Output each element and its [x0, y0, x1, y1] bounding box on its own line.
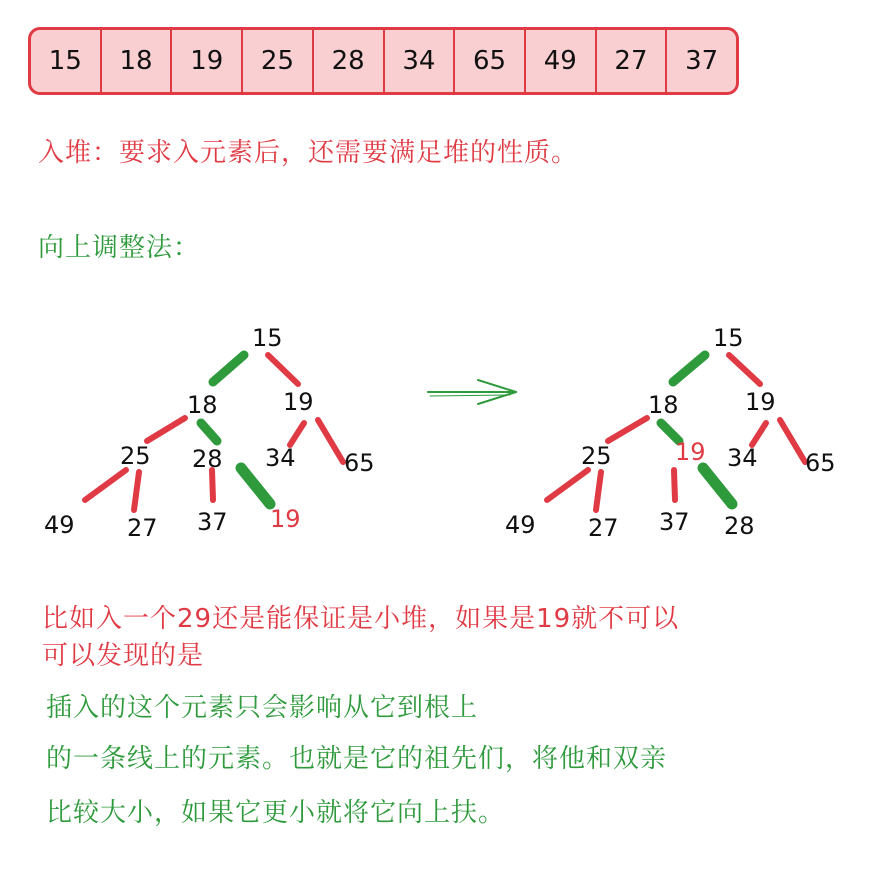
tree-node: 49: [44, 511, 75, 539]
tree-node: 49: [505, 511, 536, 539]
array-cell: 65: [455, 30, 526, 92]
array-cell: 15: [31, 30, 102, 92]
tree-node: 28: [724, 512, 755, 540]
edge-19-28: [703, 468, 732, 504]
tree-node: 65: [805, 449, 836, 477]
tree-node: 25: [581, 442, 612, 470]
edge-18-25: [608, 418, 647, 441]
tree-node: 15: [713, 324, 744, 352]
edge-15-19: [268, 355, 298, 384]
note-green-2: 的一条线上的元素。也就是它的祖先们，将他和双亲: [46, 744, 668, 774]
tree-node: 37: [659, 508, 690, 536]
note-green-3: 比较大小，如果它更小就将它向上扶。: [46, 798, 506, 828]
array-cell: 18: [102, 30, 173, 92]
array-cell: 28: [314, 30, 385, 92]
edge-18-25: [147, 418, 185, 441]
edge-19-65: [318, 420, 343, 462]
edge-15-18: [213, 355, 244, 382]
tree-node: 34: [727, 444, 758, 472]
tree-node: 27: [588, 514, 619, 542]
array-cell: 37: [685, 46, 719, 76]
tree-node-inserted: 19: [270, 505, 301, 533]
array-cell: 34: [385, 30, 456, 92]
note-green-1: 插入的这个元素只会影响从它到根上: [46, 693, 479, 723]
tree-node: 37: [197, 508, 228, 536]
tree-node: 18: [648, 391, 679, 419]
tree-node: 25: [120, 442, 151, 470]
edge-18-28: [201, 423, 217, 441]
edge-19-34: [290, 423, 304, 445]
note-red-2: 可以发现的是: [42, 641, 205, 671]
tree-node: 65: [344, 449, 375, 477]
tree-node: 19: [745, 388, 776, 416]
note-red-1: 比如入一个29还是能保证是小堆，如果是19就不可以: [42, 604, 680, 634]
edge-28-19: [241, 468, 270, 504]
tree-node: 18: [187, 391, 218, 419]
tree-node: 34: [265, 444, 296, 472]
edge-15-19: [729, 355, 760, 384]
edge-25-49: [547, 470, 588, 500]
tree-node: 27: [127, 514, 158, 542]
edge-25-49: [85, 470, 126, 500]
array-cell: 27: [597, 30, 668, 92]
tree-node: 28: [192, 445, 223, 473]
array-cell: 49: [526, 30, 597, 92]
edge-25-27: [596, 472, 601, 510]
method-heading: 向上调整法：: [38, 233, 201, 263]
edge-19-37: [674, 470, 675, 500]
insert-heading: 入堆：要求入元素后，还需要满足堆的性质。: [38, 138, 579, 168]
edge-28-37: [212, 470, 213, 500]
edge-19-65: [780, 420, 805, 462]
tree-node-moved-up: 19: [675, 438, 706, 466]
edge-25-27: [134, 472, 139, 510]
tree-node: 15: [252, 324, 283, 352]
edge-15-18: [673, 355, 705, 382]
array-cell: 19: [172, 30, 243, 92]
edge-19-34: [752, 423, 766, 445]
arrow-icon: [428, 380, 516, 404]
array-cell: 25: [243, 30, 314, 92]
tree-node: 19: [283, 388, 314, 416]
